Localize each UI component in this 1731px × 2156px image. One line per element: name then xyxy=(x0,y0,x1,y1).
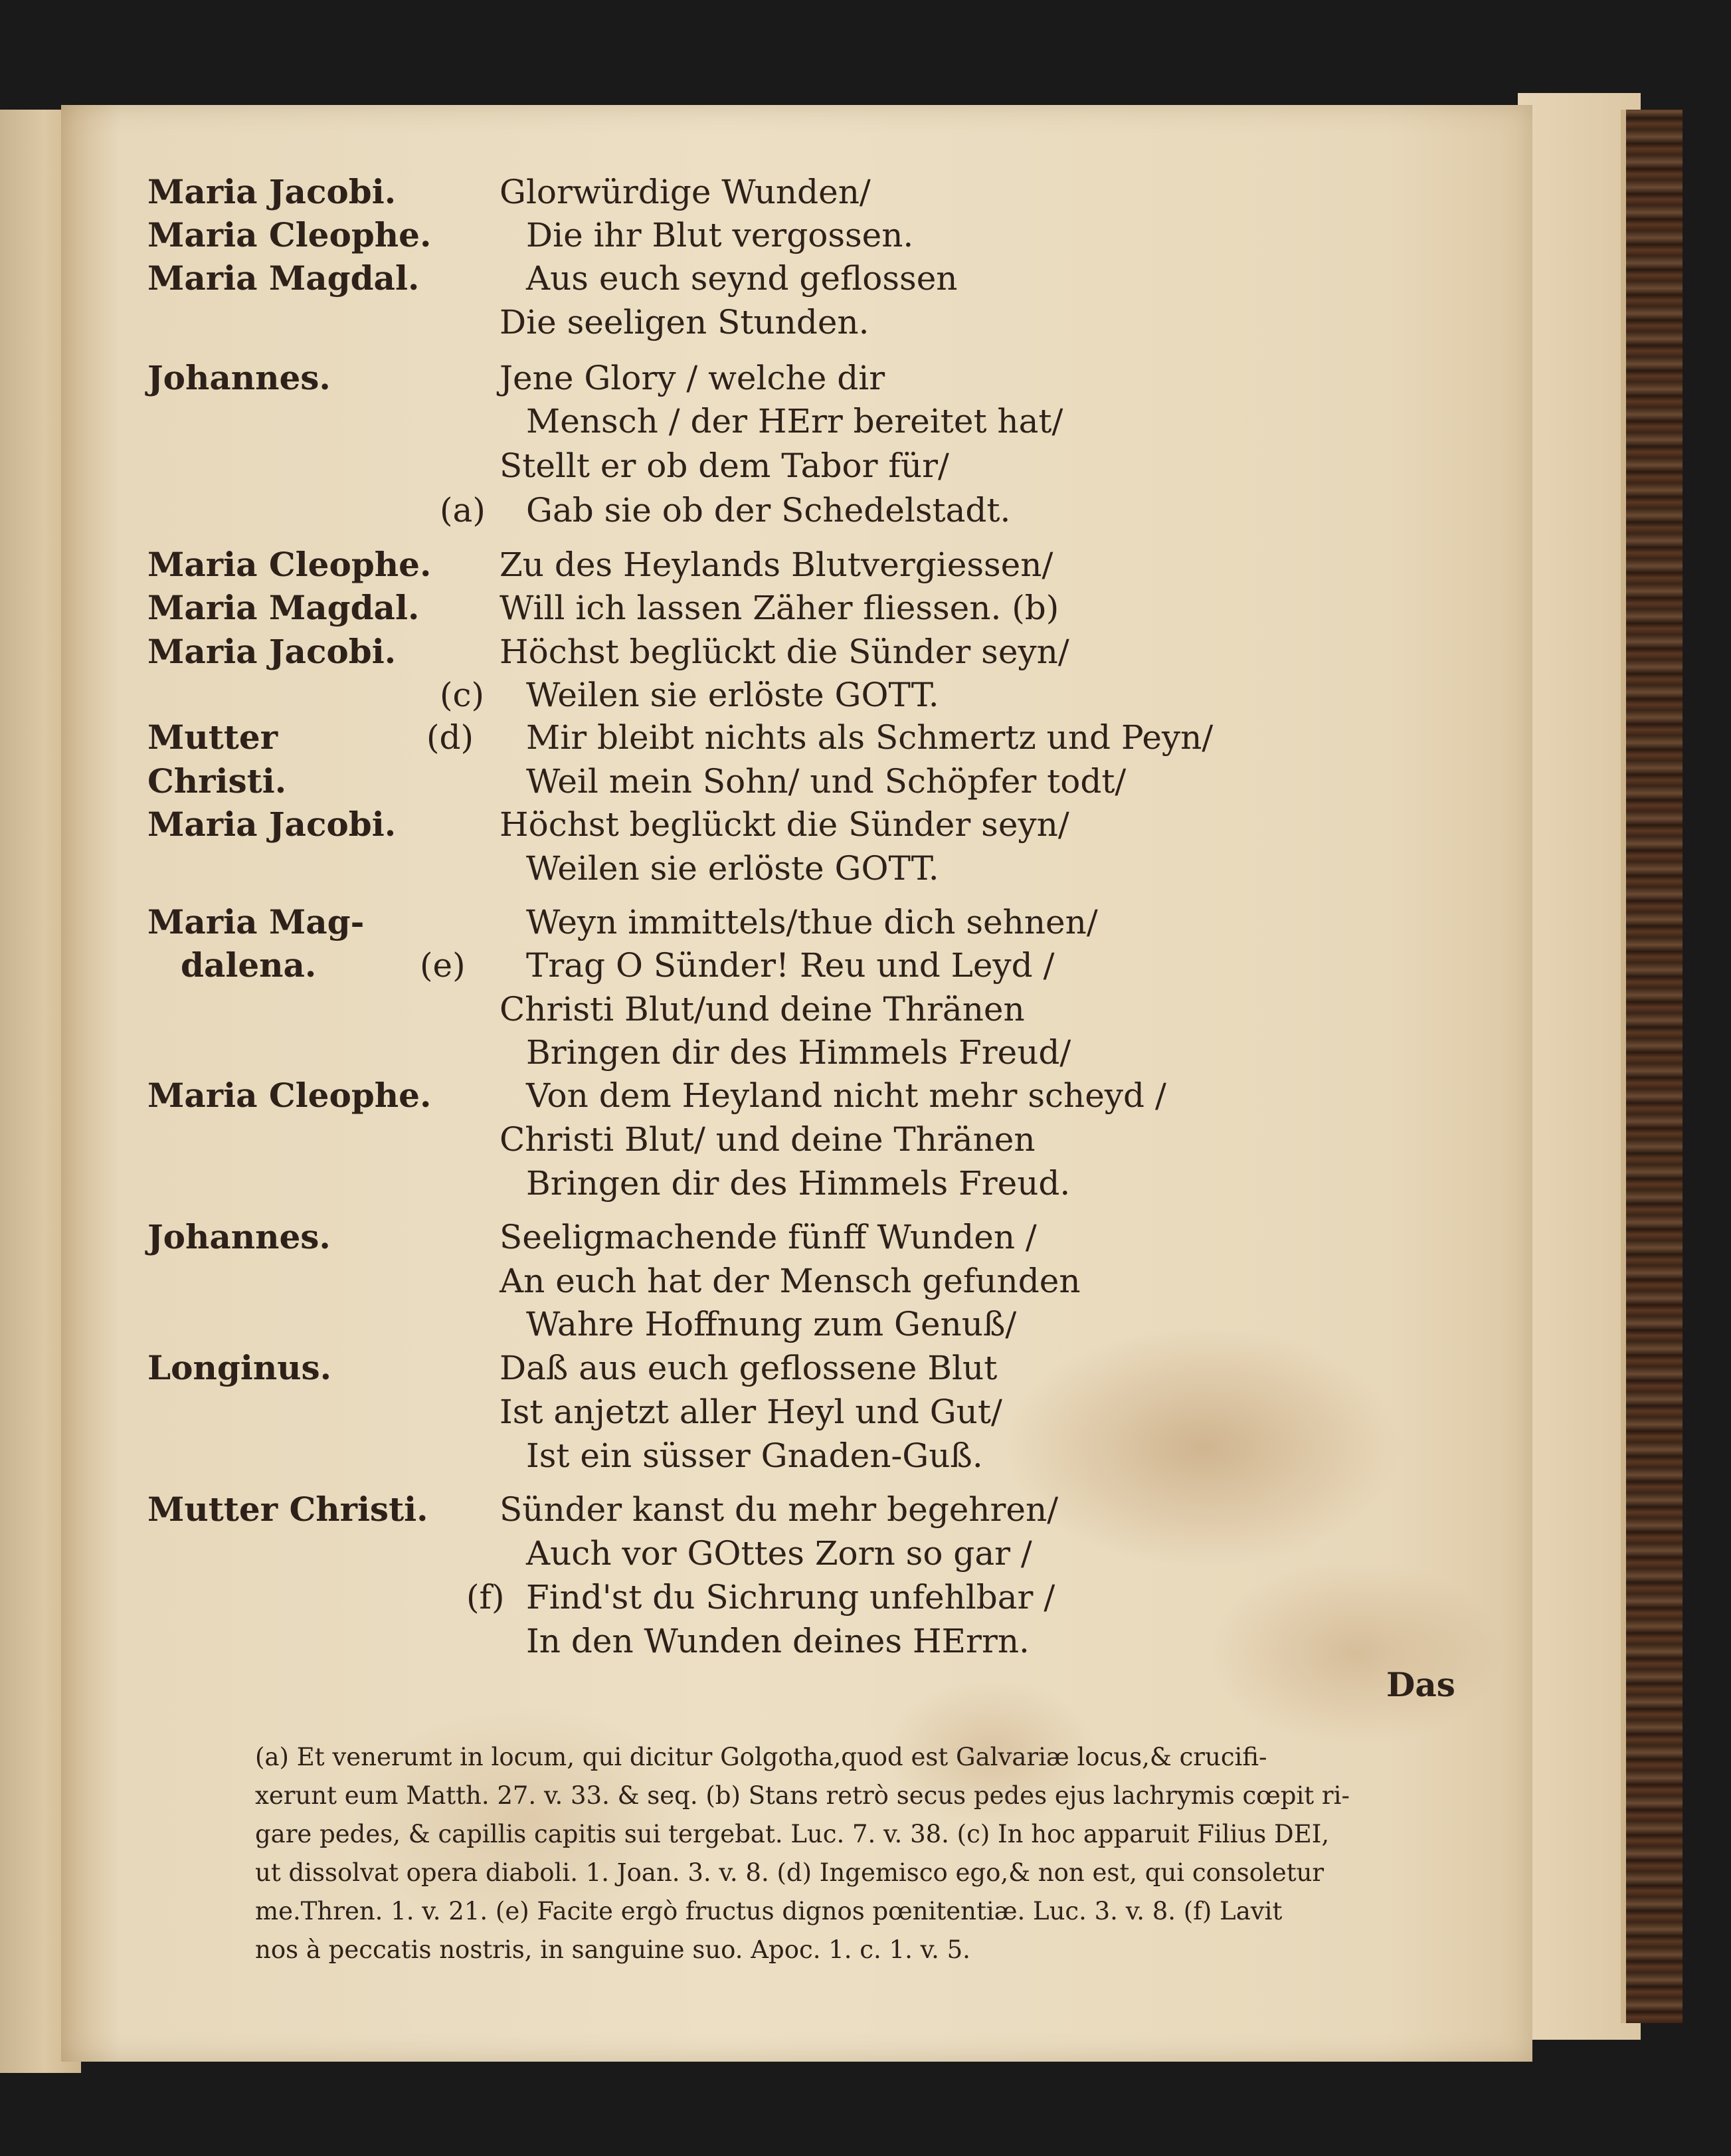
verse-row xyxy=(61,399,1532,443)
verse-line: In den Wunden deines HErrn. xyxy=(526,1622,1030,1660)
footnote-marker: (d) xyxy=(426,718,474,757)
footnote-marker: (c) xyxy=(440,676,485,714)
verse-row xyxy=(61,1434,1532,1478)
speaker-name: Maria Magdal. xyxy=(147,588,420,627)
verse-row xyxy=(61,803,1532,846)
verse-line: Trag O Sünder! Reu und Leyd / xyxy=(526,946,1055,985)
verse-line: Weyn immittels/thue dich sehnen/ xyxy=(526,903,1098,941)
verse-line: Von dem Heyland nicht mehr scheyd / xyxy=(526,1076,1166,1115)
speaker-name: dalena. xyxy=(181,945,317,985)
verse-line: Stellt er ob dem Tabor für/ xyxy=(500,446,949,485)
verse-row xyxy=(61,170,1532,214)
verse-line: Zu des Heylands Blutvergiessen/ xyxy=(500,545,1053,584)
verse-line: Mensch / der HErr bereitet hat/ xyxy=(526,402,1063,441)
verse-line: Seeligmachende fünff Wunden / xyxy=(500,1218,1037,1256)
verse-line: Höchst beglückt die Sünder seyn/ xyxy=(500,805,1069,844)
speaker-name: Maria Jacobi. xyxy=(147,805,397,844)
speaker-name: Maria Jacobi. xyxy=(147,632,397,671)
verse-row xyxy=(61,213,1532,257)
verse-row xyxy=(61,444,1532,488)
verse-row xyxy=(61,846,1532,890)
verse-line: Auch vor GOttes Zorn so gar / xyxy=(526,1534,1032,1573)
verse-line: Christi Blut/ und deine Thränen xyxy=(500,1120,1036,1159)
verse-row xyxy=(61,1575,1532,1619)
footnote-line: gare pedes, & capillis capitis sui tergebat. Luc. 7. v. 38. (c) In hoc apparuit Filius DEI, xyxy=(255,1820,1330,1848)
verse-line: Daß aus euch geflossene Blut xyxy=(500,1349,998,1387)
verse-row xyxy=(61,1531,1532,1575)
verse-row xyxy=(61,630,1532,674)
verse-line: Will ich lassen Zäher fliessen. (b) xyxy=(500,589,1059,627)
verse-row xyxy=(61,1390,1532,1434)
verse-line: Sünder kanst du mehr begehren/ xyxy=(500,1490,1059,1529)
speaker-name: Maria Cleophe. xyxy=(147,215,432,254)
footnote-marker: (f) xyxy=(466,1578,505,1617)
verse-line: Jene Glory / welche dir xyxy=(500,359,885,397)
verse-line: An euch hat der Mensch gefunden xyxy=(500,1262,1081,1300)
verse-line: Aus euch seynd geflossen xyxy=(526,259,958,298)
verse-row xyxy=(61,1161,1532,1205)
verse-line: Find'st du Sichrung unfehlbar / xyxy=(526,1578,1055,1617)
verse-row xyxy=(61,543,1532,587)
verse-row xyxy=(61,987,1532,1031)
verse-row xyxy=(61,256,1532,300)
verse-row xyxy=(61,1259,1532,1303)
verse-row xyxy=(61,488,1532,532)
speaker-name: Mutter xyxy=(147,718,278,757)
verse-row xyxy=(61,1302,1532,1346)
footnotes xyxy=(255,1738,1537,1969)
speaker-name: Maria Cleophe. xyxy=(147,545,432,584)
verse-line: Christi Blut/und deine Thränen xyxy=(500,990,1025,1029)
verse-line: Glorwürdige Wunden/ xyxy=(500,173,871,211)
verse-row xyxy=(61,759,1532,803)
verse-row xyxy=(61,943,1532,987)
verse-row xyxy=(61,1118,1532,1161)
verse-line: Mir bleibt nichts als Schmertz und Peyn/ xyxy=(526,718,1214,757)
speaker-name: Maria Jacobi. xyxy=(147,172,397,211)
verse-row xyxy=(61,586,1532,630)
verse-row xyxy=(61,1215,1532,1259)
catchword: Das xyxy=(1386,1665,1455,1704)
verse-row xyxy=(61,1074,1532,1118)
verse-line: Höchst beglückt die Sünder seyn/ xyxy=(500,633,1069,671)
speaker-name: Johannes. xyxy=(147,358,331,397)
verse-row xyxy=(61,900,1532,944)
speaker-name: Longinus. xyxy=(147,1348,332,1387)
verse-line: Bringen dir des Himmels Freud. xyxy=(526,1164,1071,1203)
footnote-marker: (e) xyxy=(420,946,466,985)
verse-row xyxy=(61,300,1532,344)
speaker-name: Johannes. xyxy=(147,1217,331,1256)
footnote-marker: (a) xyxy=(440,491,486,530)
verse-line: Ist anjetzt aller Heyl und Gut/ xyxy=(500,1393,1002,1431)
speaker-name: Christi. xyxy=(147,761,287,801)
footnote-line: me.Thren. 1. v. 21. (e) Facite ergò fructus dignos pœnitentiæ. Luc. 3. v. 8. (f) Lavit xyxy=(255,1897,1283,1925)
footnote-line: (a) Et venerumt in locum, qui dicitur Golgotha,quod est Galvariæ locus,& crucifi- xyxy=(255,1743,1267,1771)
verse-line: Wahre Hoffnung zum Genuß/ xyxy=(526,1305,1017,1343)
verse-line: Bringen dir des Himmels Freud/ xyxy=(526,1033,1071,1072)
verse-row xyxy=(61,716,1532,759)
verse-line: Weilen sie erlöste GOTT. xyxy=(526,676,939,714)
speaker-name: Mutter Christi. xyxy=(147,1490,428,1529)
verse-line: Die seeligen Stunden. xyxy=(500,303,869,342)
verse-row xyxy=(61,1488,1532,1531)
footnote-line: nos à peccatis nostris, in sanguine suo. Apoc. 1. c. 1. v. 5. xyxy=(255,1935,970,1964)
speaker-name: Maria Magdal. xyxy=(147,258,420,298)
verse-line: Die ihr Blut vergossen. xyxy=(526,216,914,254)
verse-line: Gab sie ob der Schedelstadt. xyxy=(526,491,1011,530)
verse-line: Ist ein süsser Gnaden-Guß. xyxy=(526,1436,983,1475)
book-page xyxy=(61,105,1532,2062)
verse-row xyxy=(61,1030,1532,1074)
book-binding xyxy=(1621,110,1683,2023)
verse-row xyxy=(61,673,1532,717)
footnote-line: xerunt eum Matth. 27. v. 33. & seq. (b) Stans retrò secus pedes ejus lachrymis cœpit ri- xyxy=(255,1781,1350,1810)
verse-line: Weil mein Sohn/ und Schöpfer todt/ xyxy=(526,762,1127,801)
speaker-name: Maria Cleophe. xyxy=(147,1076,432,1115)
verse-line: Weilen sie erlöste GOTT. xyxy=(526,849,939,888)
verse-row xyxy=(61,1619,1532,1663)
speaker-name: Maria Mag- xyxy=(147,902,365,941)
verse-row xyxy=(61,356,1532,400)
footnote-line: ut dissolvat opera diaboli. 1. Joan. 3. v. 8. (d) Ingemisco ego,& non est, qui consoletur xyxy=(255,1858,1324,1887)
verse-row xyxy=(61,1346,1532,1390)
